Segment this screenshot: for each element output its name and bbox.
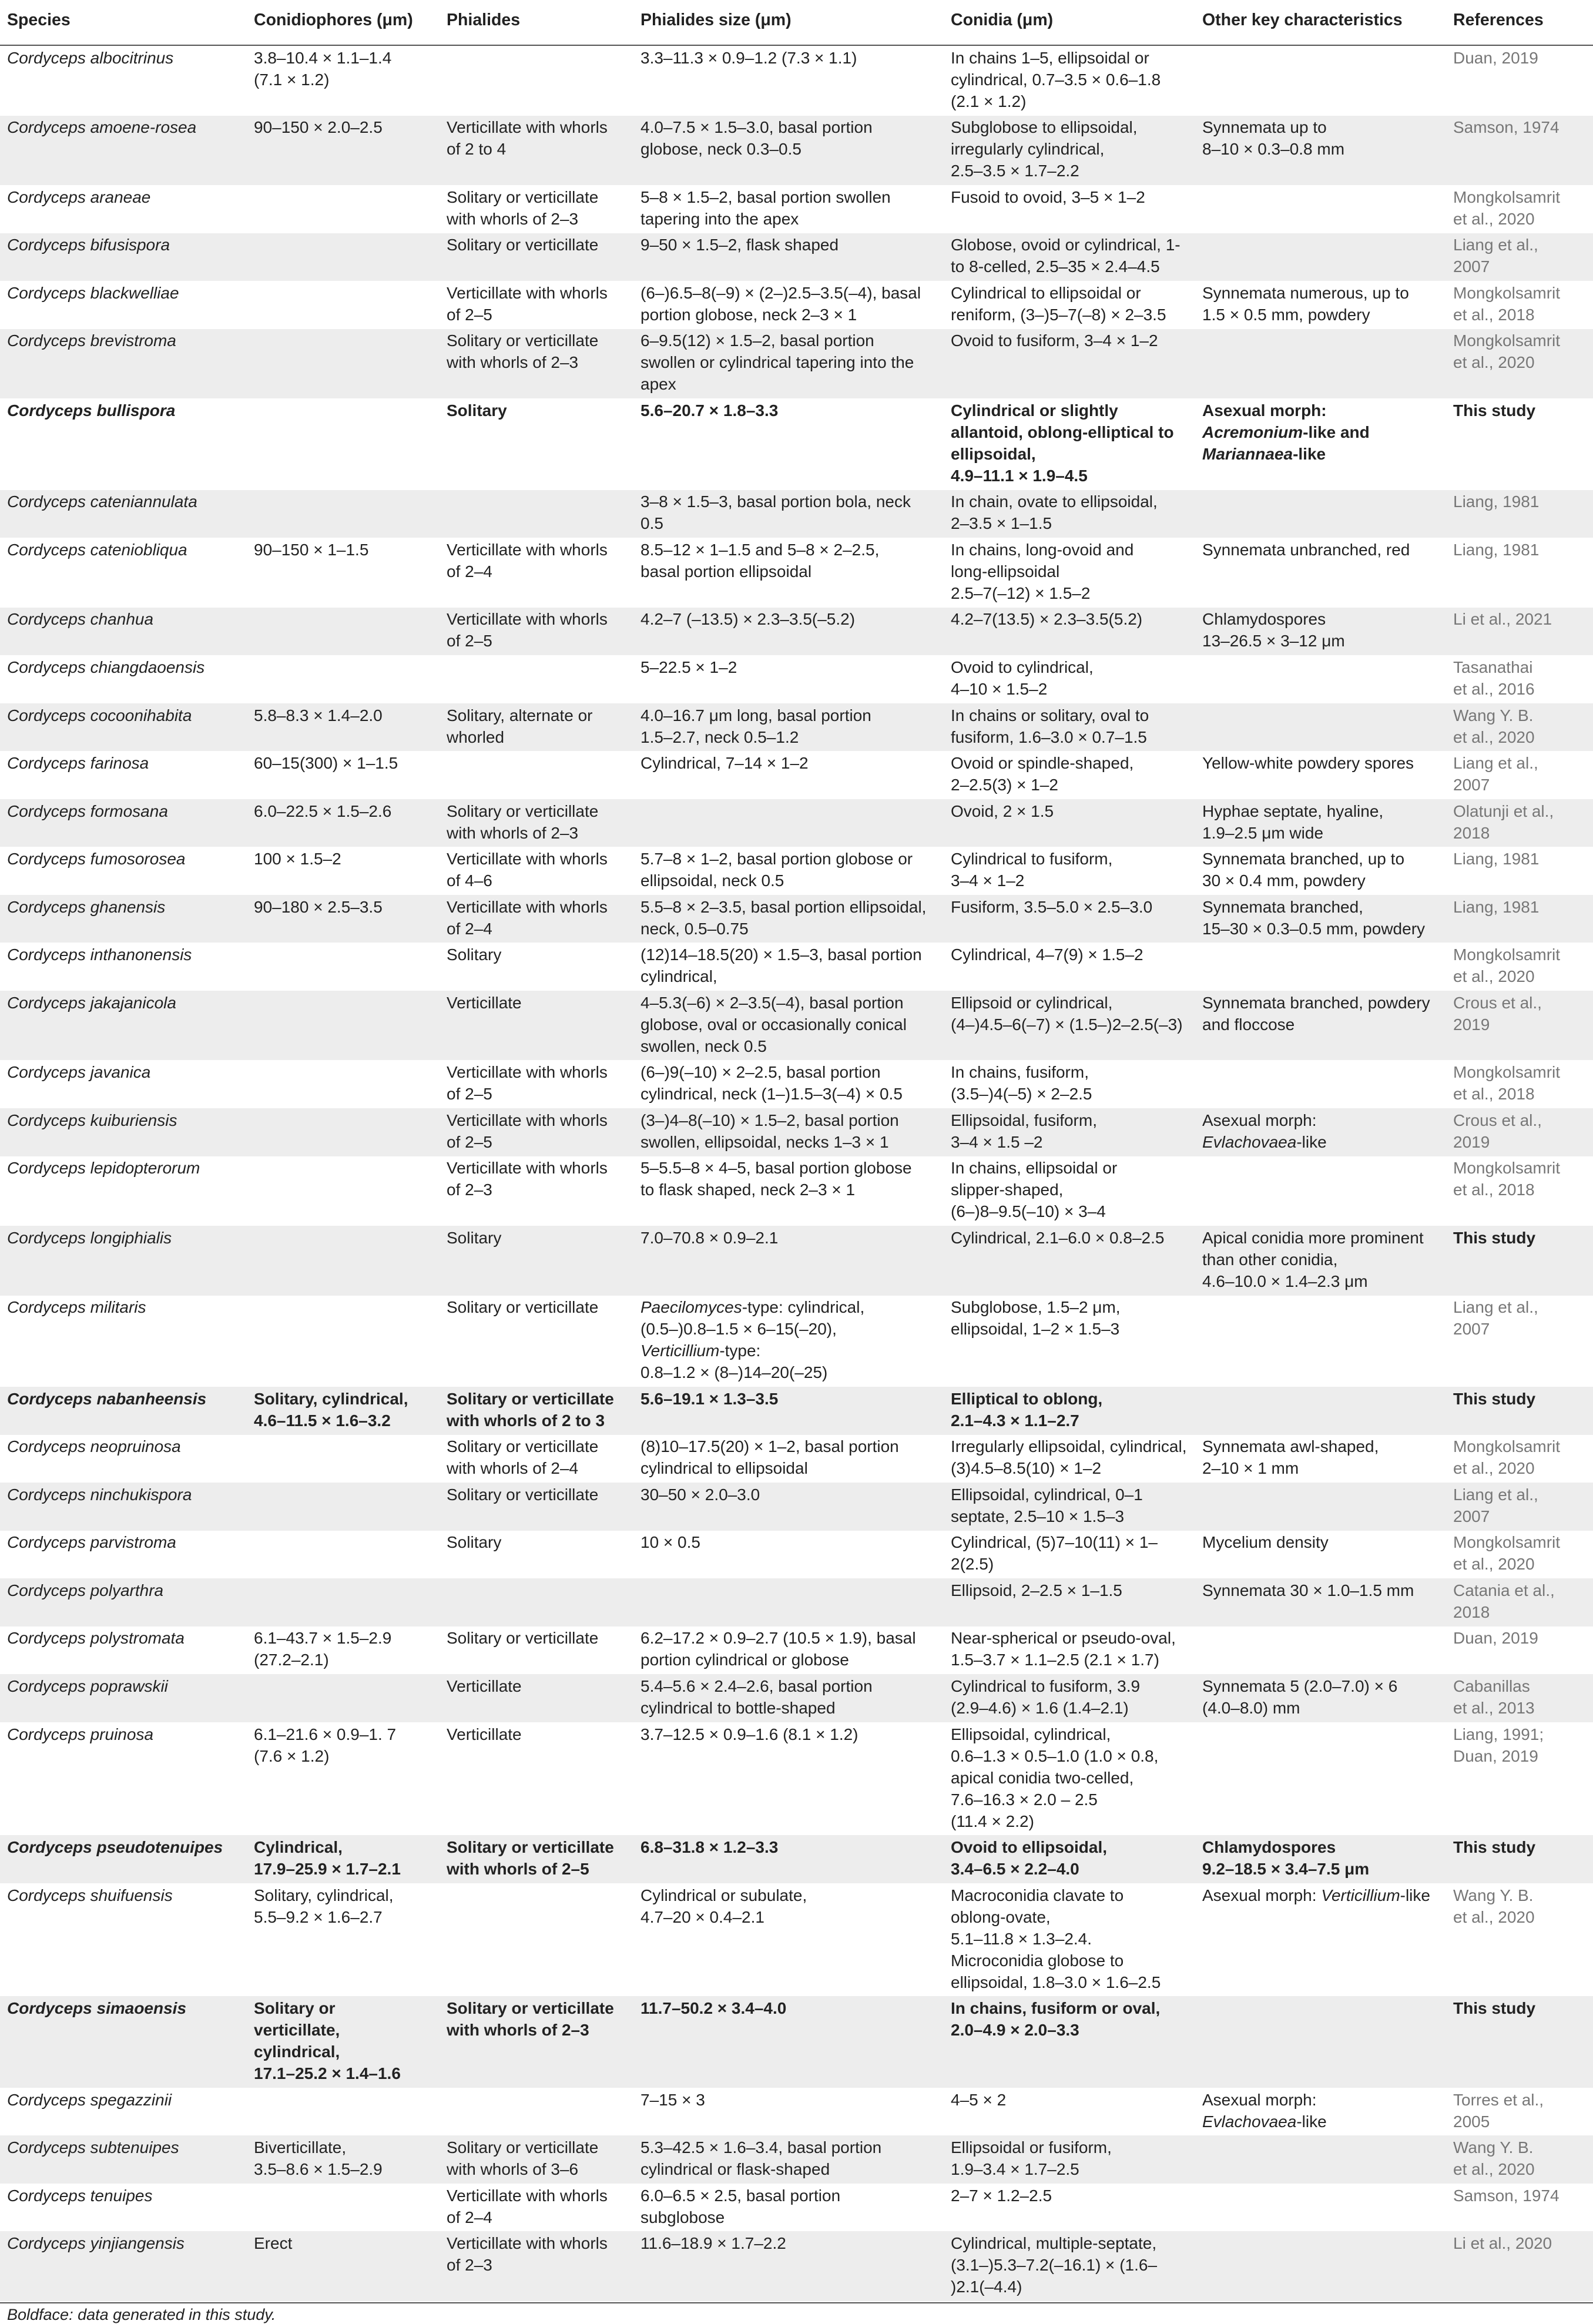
table-row	[0, 2135, 1593, 2184]
other-characteristics-cell: Synnemata numerous, up to 1.5 × 0.5 mm, powdery	[1202, 283, 1409, 324]
phialides-size-cell: 5.6–20.7 × 1.8–3.3	[640, 401, 779, 420]
table-row	[0, 1883, 1593, 1997]
table-row	[0, 2088, 1593, 2136]
species-cell: Cordyceps cateniobliqua	[7, 540, 187, 559]
conidiophores-cell: 6.1–21.6 × 0.9–1. 7 (7.6 × 1.2)	[254, 1725, 397, 1765]
header-conidiophores: Conidiophores (μm)	[254, 11, 413, 29]
table-row	[0, 943, 1593, 991]
phialides-size-cell: 5–8 × 1.5–2, basal portion swollen tapering into the apex	[640, 187, 891, 228]
references-cell: Li et al., 2020	[1453, 2234, 1552, 2253]
species-cell: Cordyceps araneae	[7, 187, 151, 206]
conidiophores-cell: 6.1–43.7 × 1.5–2.9 (27.2–2.1)	[254, 1629, 392, 1669]
phialides-cell: Verticillate with whorls of 2–5	[447, 1063, 608, 1104]
phialides-cell: Solitary or verticillate	[447, 1485, 599, 1504]
species-cell: Cordyceps nabanheensis	[7, 1389, 207, 1408]
references-cell: Tasanathai et al., 2016	[1453, 658, 1535, 698]
phialides-cell: Verticillate	[447, 1677, 522, 1695]
table-row	[0, 185, 1593, 233]
other-characteristics-cell: Synnemata branched, up to 30 × 0.4 mm, powdery	[1202, 850, 1405, 890]
references-cell: Liang et al., 2007	[1453, 236, 1538, 276]
references-cell: This study	[1453, 401, 1536, 420]
conidia-cell: Cylindrical, multiple-septate, (3.1–)5.3–7.2(–16.1) × (1.6– )2.1(–4.4)	[951, 2234, 1158, 2296]
table-row	[0, 1483, 1593, 1531]
phialides-cell: Solitary or verticillate with whorls of 2–3	[447, 187, 599, 228]
references-cell: Mongkolsamrit et al., 2018	[1453, 1063, 1561, 1104]
references-cell: Samson, 1974	[1453, 2186, 1560, 2205]
conidia-cell: In chains, fusiform, (3.5–)4(–5) × 2–2.5	[951, 1063, 1092, 1104]
other-characteristics-cell: Synnemata branched, powdery and floccose	[1202, 993, 1430, 1034]
header-conidia: Conidia (μm)	[951, 11, 1054, 29]
phialides-cell: Solitary or verticillate with whorls of 3–6	[447, 2138, 599, 2179]
table-row	[0, 655, 1593, 703]
conidiophores-cell: 90–180 × 2.5–3.5	[254, 897, 383, 916]
conidia-cell: Irregularly ellipsoidal, cylindrical, (3)4.5–8.5(10) × 1–2	[951, 1437, 1187, 1478]
phialides-cell: Solitary	[447, 945, 502, 964]
species-cell: Cordyceps cateniannulata	[7, 492, 197, 511]
table-row	[0, 847, 1593, 895]
other-characteristics-cell: Chlamydospores 13–26.5 × 3–12 μm	[1202, 610, 1345, 650]
species-cell: Cordyceps jakajanicola	[7, 993, 176, 1012]
table-bottom-divider	[0, 2302, 1593, 2303]
species-cell: Cordyceps ghanensis	[7, 897, 166, 916]
conidia-cell: Ellipsoidal, fusiform, 3–4 × 1.5 –2	[951, 1111, 1097, 1151]
references-cell: Liang, 1991; Duan, 2019	[1453, 1725, 1544, 1765]
phialides-size-cell: 8.5–12 × 1–1.5 and 5–8 × 2–2.5, basal portion ellipsoidal	[640, 540, 880, 581]
references-cell: Mongkolsamrit et al., 2020	[1453, 331, 1561, 372]
other-characteristics-cell: Apical conidia more prominent than other conidia, 4.6–10.0 × 1.4–2.3 μm	[1202, 1228, 1424, 1290]
phialides-cell: Verticillate with whorls of 2 to 4	[447, 118, 608, 159]
header-species: Species	[7, 11, 71, 29]
phialides-size-cell: (8)10–17.5(20) × 1–2, basal portion cylindrical to ellipsoidal	[640, 1437, 899, 1478]
conidiophores-cell: 3.8–10.4 × 1.1–1.4 (7.1 × 1.2)	[254, 48, 392, 89]
table-row	[0, 703, 1593, 752]
phialides-size-cell: 3–8 × 1.5–3, basal portion bola, neck 0.5	[640, 492, 911, 533]
conidia-cell: In chains, ellipsoidal or slipper-shaped, (6–)8–9.5(–10) × 3–4	[951, 1159, 1118, 1221]
phialides-size-cell: (3–)4–8(–10) × 1.5–2, basal portion swollen, ellipsoidal, necks 1–3 × 1	[640, 1111, 899, 1151]
conidia-cell: Ellipsoidal or fusiform, 1.9–3.4 × 1.7–2.5	[951, 2138, 1112, 2179]
references-cell: Li et al., 2021	[1453, 610, 1552, 629]
conidia-cell: Cylindrical to fusiform, 3–4 × 1–2	[951, 850, 1113, 890]
references-cell: This study	[1453, 1228, 1536, 1247]
conidia-cell: Near-spherical or pseudo-oval, 1.5–3.7 × 1.1–2.5 (2.1 × 1.7)	[951, 1629, 1176, 1669]
species-cell: Cordyceps chanhua	[7, 610, 154, 629]
table-row	[0, 608, 1593, 656]
phialides-cell: Solitary or verticillate with whorls of 2–4	[447, 1437, 599, 1478]
species-cell: Cordyceps parvistroma	[7, 1533, 176, 1552]
phialides-size-cell: 4.2–7 (–13.5) × 2.3–3.5(–5.2)	[640, 610, 856, 629]
references-cell: Torres et al., 2005	[1453, 2090, 1544, 2131]
phialides-cell: Verticillate with whorls of 2–5	[447, 610, 608, 650]
phialides-cell: Verticillate	[447, 1725, 522, 1743]
conidia-cell: Cylindrical to ellipsoidal or reniform, (3–)5–7(–8) × 2–3.5	[951, 283, 1166, 324]
table-row	[0, 398, 1593, 490]
conidia-cell: Cylindrical to fusiform, 3.9 (2.9–4.6) × 1.6 (1.4–2.1)	[951, 1677, 1141, 1717]
table-row	[0, 1578, 1593, 1627]
table-row	[0, 46, 1593, 116]
references-cell: Duan, 2019	[1453, 1629, 1538, 1648]
phialides-cell: Verticillate with whorls of 2–5	[447, 283, 608, 324]
table-row	[0, 1674, 1593, 1722]
table-row	[0, 329, 1593, 399]
table-footnote: Boldface: data generated in this study.	[7, 2306, 276, 2323]
table-row	[0, 1226, 1593, 1296]
references-cell: Wang Y. B. et al., 2020	[1453, 706, 1535, 746]
species-cell: Cordyceps cocoonihabita	[7, 706, 192, 725]
species-cell: Cordyceps chiangdaoensis	[7, 658, 205, 676]
conidia-cell: Cylindrical, 4–7(9) × 1.5–2	[951, 945, 1143, 964]
phialides-size-cell: 7.0–70.8 × 0.9–2.1	[640, 1228, 779, 1247]
references-cell: Mongkolsamrit et al., 2020	[1453, 945, 1561, 986]
conidia-cell: Ellipsoidal, cylindrical, 0.6–1.3 × 0.5–1.0 (1.0 × 0.8, apical conidia two-celled, 7.6–16.3 × 2.0 – 2.5 (11.4 × 2.2)	[951, 1725, 1159, 1830]
references-cell: Wang Y. B. et al., 2020	[1453, 1886, 1535, 1926]
other-characteristics-cell: Synnemata branched, 15–30 × 0.3–0.5 mm, powdery	[1202, 897, 1426, 938]
references-cell: Samson, 1974	[1453, 118, 1560, 137]
conidia-cell: In chain, ovate to ellipsoidal, 2–3.5 × 1–1.5	[951, 492, 1158, 533]
phialides-size-cell: 3.7–12.5 × 0.9–1.6 (8.1 × 1.2)	[640, 1725, 858, 1743]
phialides-size-cell: 30–50 × 2.0–3.0	[640, 1485, 760, 1504]
table-row	[0, 233, 1593, 281]
conidiophores-cell: Cylindrical, 17.9–25.9 × 1.7–2.1	[254, 1838, 401, 1879]
phialides-size-cell: 5.4–5.6 × 2.4–2.6, basal portion cylindrical to bottle-shaped	[640, 1677, 873, 1717]
conidiophores-cell: 90–150 × 2.0–2.5	[254, 118, 383, 137]
phialides-size-cell: 11.6–18.9 × 1.7–2.2	[640, 2234, 786, 2253]
phialides-cell: Solitary	[447, 1228, 502, 1247]
table-row	[0, 116, 1593, 186]
table-row	[0, 1627, 1593, 1675]
species-cell: Cordyceps longiphialis	[7, 1228, 172, 1247]
conidia-cell: Fusoid to ovoid, 3–5 × 1–2	[951, 187, 1145, 206]
phialides-cell: Solitary or verticillate with whorls of 2–3	[447, 802, 599, 842]
phialides-size-cell: 4–5.3(–6) × 2–3.5(–4), basal portion globose, oval or occasionally conical swollen, neck 0.5	[640, 993, 907, 1055]
other-characteristics-cell: Synnemata 30 × 1.0–1.5 mm	[1202, 1581, 1414, 1599]
phialides-cell: Verticillate with whorls of 4–6	[447, 850, 608, 890]
conidia-cell: Macroconidia clavate to oblong-ovate, 5.1–11.8 × 1.3–2.4. Microconidia globose to ellipsoidal, 1.8–3.0 × 1.6–2.5	[951, 1886, 1161, 1991]
table-row	[0, 799, 1593, 847]
phialides-size-cell: 3.3–11.3 × 0.9–1.2 (7.3 × 1.1)	[640, 48, 857, 67]
references-cell: Mongkolsamrit et al., 2018	[1453, 1159, 1561, 1199]
references-cell: Duan, 2019	[1453, 48, 1538, 67]
phialides-size-cell: (6–)6.5–8(–9) × (2–)2.5–3.5(–4), basal portion globose, neck 2–3 × 1	[640, 283, 921, 324]
table-row	[0, 538, 1593, 608]
conidia-cell: Subglobose, 1.5–2 μm, ellipsoidal, 1–2 × 1.5–3	[951, 1298, 1121, 1339]
species-cell: Cordyceps yinjiangensis	[7, 2234, 185, 2253]
conidiophores-cell: 90–150 × 1–1.5	[254, 540, 369, 559]
phialides-cell: Solitary or verticillate with whorls of 2–3	[447, 1999, 614, 2040]
other-characteristics-cell: Synnemata 5 (2.0–7.0) × 6 (4.0–8.0) mm	[1202, 1677, 1398, 1717]
phialides-size-cell: 6.2–17.2 × 0.9–2.7 (10.5 × 1.9), basal portion cylindrical or globose	[640, 1629, 916, 1669]
references-cell: Liang et al., 2007	[1453, 1298, 1538, 1339]
header-phialides-size: Phialides size (μm)	[640, 11, 792, 29]
phialides-size-cell: 5.5–8 × 2–3.5, basal portion ellipsoidal, neck, 0.5–0.75	[640, 897, 927, 938]
species-cell: Cordyceps subtenuipes	[7, 2138, 179, 2157]
phialides-size-cell: 5–5.5–8 × 4–5, basal portion globose to flask shaped, neck 2–3 × 1	[640, 1159, 912, 1199]
other-characteristics-cell: Hyphae septate, hyaline, 1.9–2.5 μm wide	[1202, 802, 1384, 842]
species-cell: Cordyceps kuiburiensis	[7, 1111, 177, 1129]
other-characteristics-cell: Synnemata up to 8–10 × 0.3–0.8 mm	[1202, 118, 1345, 159]
references-cell: Wang Y. B. et al., 2020	[1453, 2138, 1535, 2179]
other-characteristics-cell: Chlamydospores 9.2–18.5 × 3.4–7.5 μm	[1202, 1838, 1370, 1879]
header-phialides: Phialides	[447, 11, 521, 29]
conidiophores-cell: Solitary, cylindrical, 5.5–9.2 × 1.6–2.7	[254, 1886, 394, 1926]
table-row	[0, 751, 1593, 799]
conidia-cell: Cylindrical or slightly allantoid, oblong-elliptical to ellipsoidal, 4.9–11.1 × 1.9–4.5	[951, 401, 1174, 485]
phialides-size-cell: Cylindrical or subulate, 4.7–20 × 0.4–2.1	[640, 1886, 807, 1926]
phialides-cell: Solitary or verticillate with whorls of 2–5	[447, 1838, 614, 1879]
conidiophores-cell: 6.0–22.5 × 1.5–2.6	[254, 802, 392, 820]
references-cell: Mongkolsamrit et al., 2020	[1453, 1437, 1561, 1478]
references-cell: Liang et al., 2007	[1453, 754, 1538, 794]
table-row	[0, 1835, 1593, 1883]
conidia-cell: In chains, fusiform or oval, 2.0–4.9 × 2.0–3.3	[951, 1999, 1161, 2040]
table-row	[0, 281, 1593, 329]
species-cell: Cordyceps blackwelliae	[7, 283, 179, 302]
conidia-cell: Elliptical to oblong, 2.1–4.3 × 1.1–2.7	[951, 1389, 1103, 1430]
phialides-cell: Verticillate with whorls of 2–5	[447, 1111, 608, 1151]
conidia-cell: 4.2–7(13.5) × 2.3–3.5(5.2)	[951, 610, 1143, 629]
phialides-cell: Solitary or verticillate with whorls of 2 to 3	[447, 1389, 614, 1430]
species-cell: Cordyceps spegazzinii	[7, 2090, 172, 2109]
references-cell: This study	[1453, 1999, 1536, 2018]
table-row	[0, 1531, 1593, 1579]
table-row	[0, 1156, 1593, 1226]
species-cell: Cordyceps pruinosa	[7, 1725, 154, 1743]
phialides-size-cell: 4.0–16.7 μm long, basal portion 1.5–2.7, neck 0.5–1.2	[640, 706, 871, 746]
phialides-size-cell: 6.8–31.8 × 1.2–3.3	[640, 1838, 779, 1857]
species-cell: Cordyceps poprawskii	[7, 1677, 168, 1695]
species-cell: Cordyceps shuifuensis	[7, 1886, 173, 1904]
references-cell: Liang, 1981	[1453, 850, 1540, 868]
references-cell: Mongkolsamrit et al., 2020	[1453, 1533, 1561, 1574]
species-cell: Cordyceps fumosorosea	[7, 850, 186, 868]
species-cell: Cordyceps amoene-rosea	[7, 118, 197, 137]
phialides-size-cell: (12)14–18.5(20) × 1.5–3, basal portion cylindrical,	[640, 945, 922, 986]
conidia-cell: Cylindrical, 2.1–6.0 × 0.8–2.5	[951, 1228, 1165, 1247]
phialides-cell: Solitary	[447, 401, 507, 420]
species-cell: Cordyceps bullispora	[7, 401, 176, 420]
species-cell: Cordyceps ninchukispora	[7, 1485, 192, 1504]
conidia-cell: Globose, ovoid or cylindrical, 1- to 8-celled, 2.5–35 × 2.4–4.5	[951, 236, 1181, 276]
phialides-cell: Verticillate with whorls of 2–4	[447, 897, 608, 938]
table-row	[0, 1435, 1593, 1483]
references-cell: Mongkolsamrit et al., 2020	[1453, 187, 1561, 228]
species-cell: Cordyceps lepidopterorum	[7, 1159, 200, 1178]
species-cell: Cordyceps albocitrinus	[7, 48, 174, 67]
phialides-cell: Solitary or verticillate	[447, 1298, 599, 1317]
other-characteristics-cell: Synnemata awl-shaped, 2–10 × 1 mm	[1202, 1437, 1379, 1478]
conidiophores-cell: 5.8–8.3 × 1.4–2.0	[254, 706, 383, 725]
species-cell: Cordyceps bifusispora	[7, 236, 170, 254]
references-cell: Olatunji et al., 2018	[1453, 802, 1554, 842]
species-cell: Cordyceps tenuipes	[7, 2186, 153, 2205]
species-cell: Cordyceps farinosa	[7, 754, 149, 773]
species-cell: Cordyceps javanica	[7, 1063, 151, 1082]
phialides-cell: Verticillate with whorls of 2–3	[447, 1159, 608, 1199]
phialides-size-cell: 4.0–7.5 × 1.5–3.0, basal portion globose, neck 0.3–0.5	[640, 118, 873, 159]
table-header	[0, 0, 1593, 45]
conidia-cell: Ellipsoid or cylindrical, (4–)4.5–6(–7) × (1.5–)2–2.5(–3)	[951, 993, 1183, 1034]
references-cell: Crous et al., 2019	[1453, 993, 1542, 1034]
phialides-cell: Solitary	[447, 1533, 502, 1552]
phialides-size-cell: 5.7–8 × 1–2, basal portion globose or ellipsoidal, neck 0.5	[640, 850, 913, 890]
references-cell: Liang et al., 2007	[1453, 1485, 1538, 1525]
references-cell: Cabanillas et al., 2013	[1453, 1677, 1535, 1717]
table-row	[0, 2231, 1593, 2301]
conidiophores-cell: Erect	[254, 2234, 293, 2253]
header-other: Other key characteristics	[1202, 11, 1403, 29]
table-row	[0, 991, 1593, 1061]
species-cell: Cordyceps simaoensis	[7, 1999, 187, 2018]
phialides-size-cell: 10 × 0.5	[640, 1533, 700, 1552]
other-characteristics-cell: Asexual morph: Evlachovaea-like	[1202, 2090, 1327, 2131]
species-cell: Cordyceps brevistroma	[7, 331, 176, 350]
conidiophores-cell: 60–15(300) × 1–1.5	[254, 754, 398, 773]
phialides-cell: Verticillate with whorls of 2–3	[447, 2234, 608, 2275]
conidia-cell: Fusiform, 3.5–5.0 × 2.5–3.0	[951, 897, 1153, 916]
table-row	[0, 2184, 1593, 2232]
phialides-cell: Solitary, alternate or whorled	[447, 706, 593, 746]
references-cell: Liang, 1981	[1453, 897, 1540, 916]
table-row	[0, 1060, 1593, 1108]
table-row	[0, 1387, 1593, 1435]
table-row	[0, 1296, 1593, 1387]
conidia-cell: Ovoid to ellipsoidal, 3.4–6.5 × 2.2–4.0	[951, 1838, 1108, 1879]
phialides-cell: Verticillate	[447, 993, 522, 1012]
table-row	[0, 1996, 1593, 2088]
conidiophores-cell: Solitary or verticillate, cylindrical, 17.1–25.2 × 1.4–1.6	[254, 1999, 401, 2083]
references-cell: Mongkolsamrit et al., 2018	[1453, 283, 1561, 324]
references-cell: Crous et al., 2019	[1453, 1111, 1542, 1151]
other-characteristics-cell: Asexual morph: Verticillium-like	[1202, 1886, 1430, 1904]
other-characteristics-cell: Synnemata unbranched, red	[1202, 540, 1410, 559]
references-cell: Liang, 1981	[1453, 540, 1540, 559]
conidia-cell: Ellipsoidal, cylindrical, 0–1 septate, 2.5–10 × 1.5–3	[951, 1485, 1143, 1525]
conidia-cell: Subglobose to ellipsoidal, irregularly cylindrical, 2.5–3.5 × 1.7–2.2	[951, 118, 1138, 180]
species-cell: Cordyceps polystromata	[7, 1629, 185, 1648]
conidia-cell: Cylindrical, (5)7–10(11) × 1– 2(2.5)	[951, 1533, 1158, 1574]
conidia-cell: In chains or solitary, oval to fusiform, 1.6–3.0 × 0.7–1.5	[951, 706, 1149, 746]
species-cell: Cordyceps inthanonensis	[7, 945, 192, 964]
phialides-size-cell: 6.0–6.5 × 2.5, basal portion subglobose	[640, 2186, 841, 2226]
references-cell: Catania et al., 2018	[1453, 1581, 1555, 1621]
header-references: References	[1453, 11, 1544, 29]
conidia-cell: In chains, long-ovoid and long-ellipsoidal 2.5–7(–12) × 1.5–2	[951, 540, 1134, 602]
phialides-size-cell: Cylindrical, 7–14 × 1–2	[640, 754, 809, 773]
conidia-cell: In chains 1–5, ellipsoidal or cylindrical, 0.7–3.5 × 0.6–1.8 (2.1 × 1.2)	[951, 48, 1161, 110]
conidia-cell: Ovoid to fusiform, 3–4 × 1–2	[951, 331, 1158, 350]
other-characteristics-cell: Mycelium density	[1202, 1533, 1329, 1552]
species-cell: Cordyceps formosana	[7, 802, 168, 820]
phialides-size-cell: 5.3–42.5 × 1.6–3.4, basal portion cylindrical or flask-shaped	[640, 2138, 882, 2179]
other-characteristics-cell: Asexual morph: Evlachovaea-like	[1202, 1111, 1327, 1151]
species-cell: Cordyceps neopruinosa	[7, 1437, 181, 1456]
conidia-cell: Ellipsoid, 2–2.5 × 1–1.5	[951, 1581, 1122, 1599]
phialides-cell: Verticillate with whorls of 2–4	[447, 540, 608, 581]
other-characteristics-cell: Asexual morph: Acremonium-like and Mariannaea-like	[1202, 401, 1370, 463]
phialides-size-cell: 9–50 × 1.5–2, flask shaped	[640, 236, 839, 254]
phialides-size-cell: 5–22.5 × 1–2	[640, 658, 737, 676]
phialides-cell: Solitary or verticillate	[447, 236, 599, 254]
conidia-cell: 4–5 × 2	[951, 2090, 1007, 2109]
phialides-size-cell: 5.6–19.1 × 1.3–3.5	[640, 1389, 779, 1408]
phialides-size-cell: 6–9.5(12) × 1.5–2, basal portion swollen or cylindrical tapering into the apex	[640, 331, 914, 394]
species-cell: Cordyceps militaris	[7, 1298, 146, 1317]
phialides-cell: Solitary or verticillate with whorls of 2–3	[447, 331, 599, 372]
references-cell: This study	[1453, 1838, 1536, 1857]
table-row	[0, 1722, 1593, 1836]
other-characteristics-cell: Yellow-white powdery spores	[1202, 754, 1414, 773]
conidia-cell: 2–7 × 1.2–2.5	[951, 2186, 1052, 2205]
table-row	[0, 1108, 1593, 1156]
species-cell: Cordyceps polyarthra	[7, 1581, 164, 1599]
references-cell: This study	[1453, 1389, 1536, 1408]
phialides-size-cell: (6–)9(–10) × 2–2.5, basal portion cylindrical, neck (1–)1.5–3(–4) × 0.5	[640, 1063, 903, 1104]
table-row	[0, 895, 1593, 943]
phialides-size-cell: Paecilomyces-type: cylindrical, (0.5–)0.8–1.5 × 6–15(–20), Verticillium-type: 0.8–1.2 × (8–)14–20(–25)	[640, 1298, 865, 1382]
conidiophores-cell: 100 × 1.5–2	[254, 850, 341, 868]
phialides-size-cell: 7–15 × 3	[640, 2090, 705, 2109]
conidia-cell: Ovoid to cylindrical, 4–10 × 1.5–2	[951, 658, 1094, 698]
references-cell: Liang, 1981	[1453, 492, 1540, 511]
phialides-cell: Verticillate with whorls of 2–4	[447, 2186, 608, 2226]
conidiophores-cell: Biverticillate, 3.5–8.6 × 1.5–2.9	[254, 2138, 383, 2179]
species-cell: Cordyceps pseudotenuipes	[7, 1838, 223, 1857]
phialides-size-cell: 11.7–50.2 × 3.4–4.0	[640, 1999, 787, 2018]
conidia-cell: Ovoid, 2 × 1.5	[951, 802, 1054, 820]
table-row	[0, 490, 1593, 538]
conidia-cell: Ovoid or spindle-shaped, 2–2.5(3) × 1–2	[951, 754, 1134, 794]
phialides-cell: Solitary or verticillate	[447, 1629, 599, 1648]
conidiophores-cell: Solitary, cylindrical, 4.6–11.5 × 1.6–3.2	[254, 1389, 408, 1430]
